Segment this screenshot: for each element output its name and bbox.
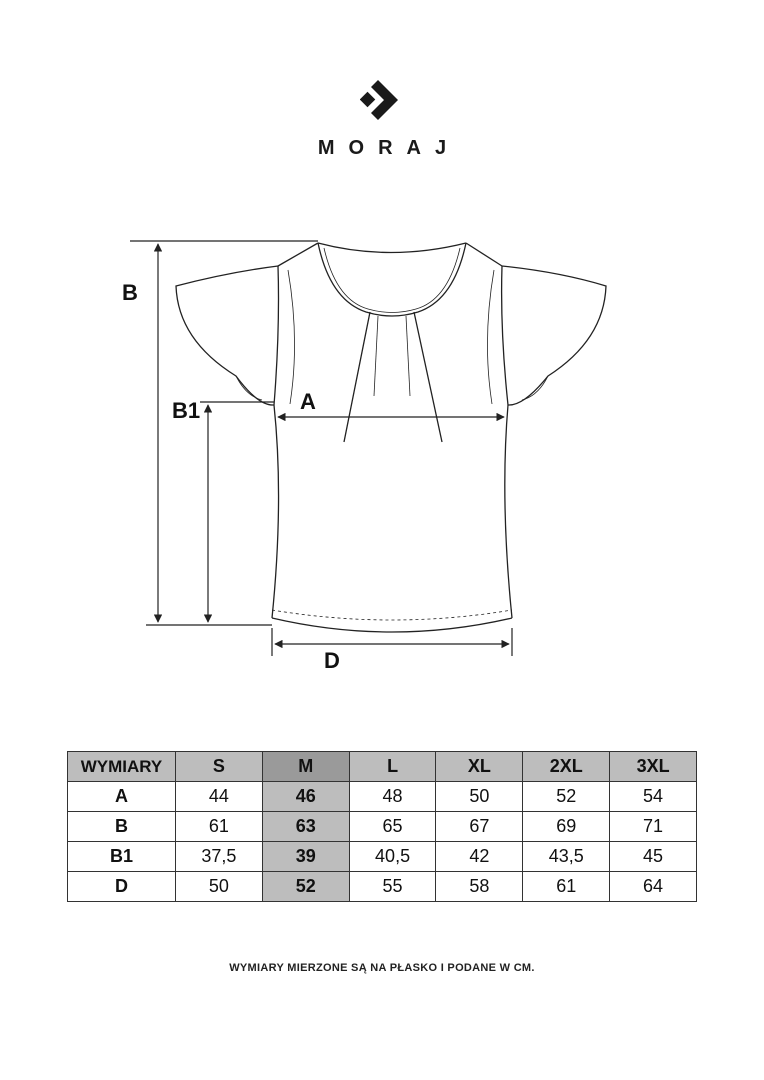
size-chart-table [67,751,697,902]
table-cell: 43,5 [523,842,610,872]
table-header-wymiary: WYMIARY [68,752,176,782]
table-cell: 37,5 [176,842,263,872]
table-cell: 67 [436,812,523,842]
dimension-label-b1: B1 [172,398,201,423]
table-cell: 54 [610,782,697,812]
table-header-size: 3XL [610,752,697,782]
table-header-size: L [349,752,436,782]
table-cell: 42 [436,842,523,872]
dimension-label-d: D [324,648,340,673]
table-cell: 48 [349,782,436,812]
measurement-footnote: WYMIARY MIERZONE SĄ NA PŁASKO I PODANE W CM. [229,962,535,974]
table-header-size: XL [436,752,523,782]
table-cell: 64 [610,872,697,902]
table-cell: 69 [523,812,610,842]
table-header-size: S [176,752,263,782]
table-cell-highlighted: 39 [262,842,349,872]
table-row-label: B [68,812,176,842]
measurement-lines [130,241,512,656]
table-header-size-highlighted: M [262,752,349,782]
table-row [68,812,697,842]
table-cell-highlighted: 63 [262,812,349,842]
table-row-label: D [68,872,176,902]
garment-outline [176,243,606,632]
table-cell: 50 [436,782,523,812]
table-cell: 45 [610,842,697,872]
table-row [68,782,697,812]
table-cell: 52 [523,782,610,812]
dimension-label-a: A [300,389,316,414]
dimension-label-b: B [122,280,138,305]
table-cell: 55 [349,872,436,902]
table-cell: 40,5 [349,842,436,872]
table-cell: 61 [523,872,610,902]
table-cell: 50 [176,872,263,902]
table-cell: 65 [349,812,436,842]
table-cell-highlighted: 46 [262,782,349,812]
table-cell-highlighted: 52 [262,872,349,902]
table-cell: 44 [176,782,263,812]
table-cell: 71 [610,812,697,842]
table-row-label: B1 [68,842,176,872]
size-chart-header-row [68,752,697,782]
brand-name: MORAJ [317,137,461,159]
table-row [68,872,697,902]
table-cell: 58 [436,872,523,902]
table-header-size: 2XL [523,752,610,782]
table-cell: 61 [176,812,263,842]
table-row-label: A [68,782,176,812]
table-row [68,842,697,872]
